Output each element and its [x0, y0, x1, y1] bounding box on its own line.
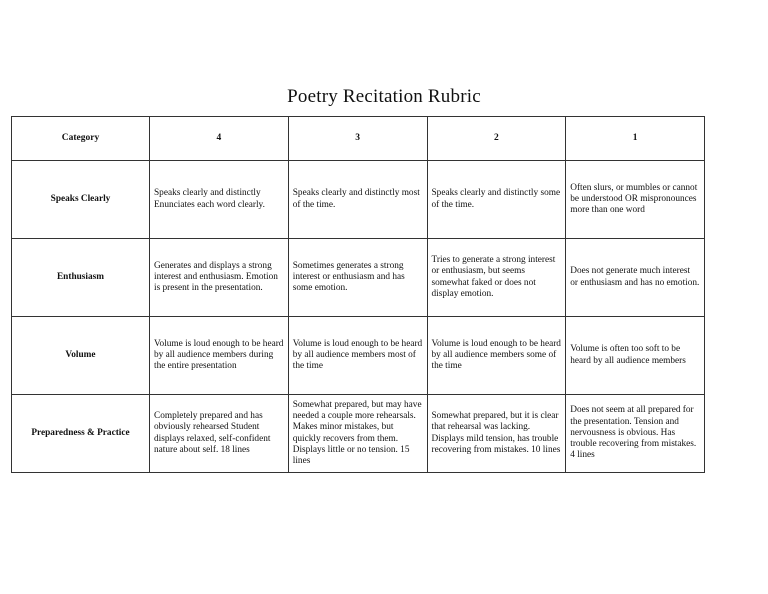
cell-score-1: Volume is often too soft to be heard by all audience members: [566, 317, 705, 395]
cell-score-3: Volume is loud enough to be heard by all audience members most of the time: [288, 317, 427, 395]
header-score-4: 4: [150, 117, 289, 161]
cell-score-2: Volume is loud enough to be heard by all audience members some of the time: [427, 317, 566, 395]
table-row: [12, 395, 705, 473]
row-category: Volume: [12, 317, 150, 395]
row-category: Preparedness & Practice: [12, 395, 150, 473]
cell-score-2: Speaks clearly and distinctly some of the time.: [427, 161, 566, 239]
header-score-3: 3: [288, 117, 427, 161]
table-row: [12, 239, 705, 317]
rubric-table: [11, 116, 705, 473]
cell-score-3: Speaks clearly and distinctly most of the time.: [288, 161, 427, 239]
cell-score-4: Completely prepared and has obviously rehearsed Student displays relaxed, self-confident nature about self. 18 lines: [150, 395, 289, 473]
cell-score-1: Often slurs, or mumbles or cannot be understood OR mispronounces more than one word: [566, 161, 705, 239]
cell-score-3: Somewhat prepared, but may have needed a couple more rehearsals. Makes minor mistakes, but quickly recovers from them. Displays little or no tension. 15 lines: [288, 395, 427, 473]
table-row: [12, 317, 705, 395]
header-score-1: 1: [566, 117, 705, 161]
cell-score-3: Sometimes generates a strong interest or enthusiasm and has some emotion.: [288, 239, 427, 317]
page-title: Poetry Recitation Rubric: [287, 86, 481, 107]
cell-score-4: Generates and displays a strong interest and enthusiasm. Emotion is present in the presentation.: [150, 239, 289, 317]
row-category: Enthusiasm: [12, 239, 150, 317]
cell-score-2: Tries to generate a strong interest or enthusiasm, but seems somewhat faked or does not display emotion.: [427, 239, 566, 317]
row-category: Speaks Clearly: [12, 161, 150, 239]
table-header-row: [12, 117, 705, 161]
cell-score-1: Does not generate much interest or enthusiasm and has no emotion.: [566, 239, 705, 317]
header-category: Category: [12, 117, 150, 161]
cell-score-1: Does not seem at all prepared for the presentation. Tension and nervousness is obvious. Has trouble recovering from mistakes. 4 lines: [566, 395, 705, 473]
cell-score-4: Volume is loud enough to be heard by all audience members during the entire presentation: [150, 317, 289, 395]
cell-score-4: Speaks clearly and distinctly Enunciates each word clearly.: [150, 161, 289, 239]
header-score-2: 2: [427, 117, 566, 161]
cell-score-2: Somewhat prepared, but it is clear that rehearsal was lacking. Displays mild tension, has trouble recovering from mistakes. 10 lines: [427, 395, 566, 473]
table-row: [12, 161, 705, 239]
